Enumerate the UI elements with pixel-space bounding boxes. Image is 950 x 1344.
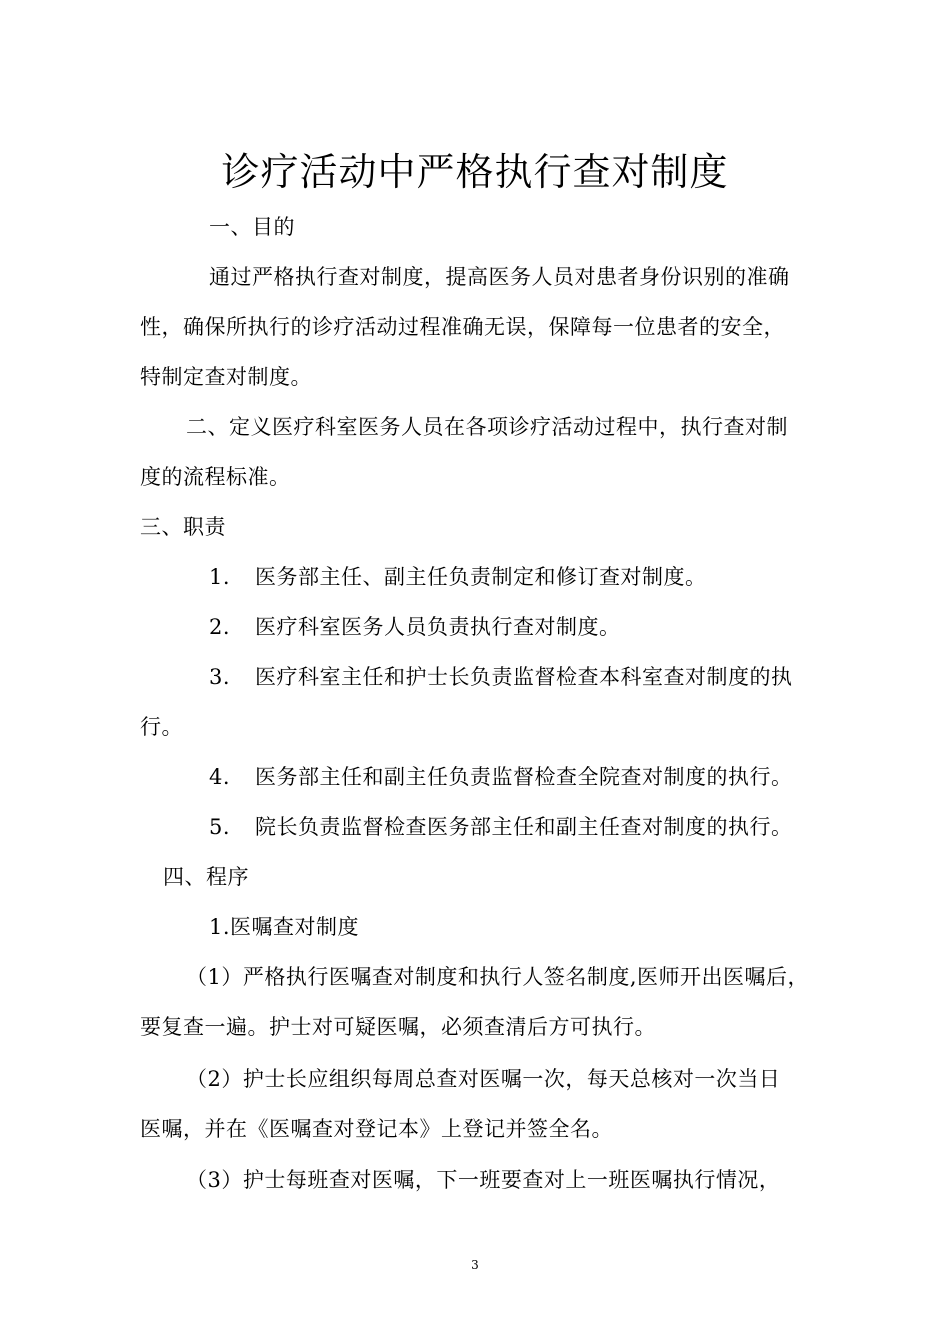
definition-line-2: 度的流程标准。 [140,465,291,489]
duty-item-text: 医疗科室主任和护士长负责监督检查本科室查对制度的执 [255,665,793,689]
procedure-p2-line-2: 医嘱，并在《医嘱查对登记本》上登记并签全名。 [140,1117,613,1141]
duty-item-text: 医务部主任和副主任负责监督检查全院查对制度的执行。 [255,765,793,789]
duty-item [209,612,621,642]
duty-item-continuation: 行。 [140,715,183,739]
duty-item [209,562,707,592]
duty-item [209,662,793,692]
duty-item-number: 5. [209,815,231,839]
duty-item [209,812,793,842]
procedure-p1-line-2: 要复查一遍。护士对可疑医嘱，必须查清后方可执行。 [140,1015,656,1039]
duty-item-text: 院长负责监督检查医务部主任和副主任查对制度的执行。 [255,815,793,839]
duty-item [209,762,793,792]
duty-item-text: 医务部主任、副主任负责制定和修订查对制度。 [255,565,707,589]
definition-line-1: 二、定义医疗科室医务人员在各项诊疗活动过程中，执行查对制 [186,415,788,439]
procedure-p3-line-1: （3）护士每班查对医嘱，下一班要查对上一班医嘱执行情况， [186,1168,781,1192]
purpose-line-2: 性，确保所执行的诊疗活动过程准确无误，保障每一位患者的安全， [140,315,785,339]
section-heading-purpose: 一、目的 [209,215,295,239]
duty-item-number: 3. [209,665,231,689]
page-number: 3 [471,1258,479,1272]
document-title: 诊疗活动中严格执行查对制度 [221,150,729,194]
duty-item-text: 医疗科室医务人员负责执行查对制度。 [255,615,621,639]
duty-item-number: 2. [209,615,231,639]
duty-item-number: 4. [209,765,231,789]
subsection-heading: 1.医嘱查对制度 [209,915,360,939]
procedure-p1-line-1: （1）严格执行医嘱查对制度和执行人签名制度,医师开出医嘱后， [186,965,810,989]
section-heading-duties: 三、职责 [140,515,226,539]
duty-item-number: 1. [209,565,231,589]
section-heading-procedure: 四、程序 [163,865,249,889]
purpose-line-3: 特制定查对制度。 [140,365,312,389]
purpose-line-1: 通过严格执行查对制度，提高医务人员对患者身份识别的准确 [209,265,790,289]
procedure-p2-line-1: （2）护士长应组织每周总查对医嘱一次，每天总核对一次当日 [186,1067,781,1091]
